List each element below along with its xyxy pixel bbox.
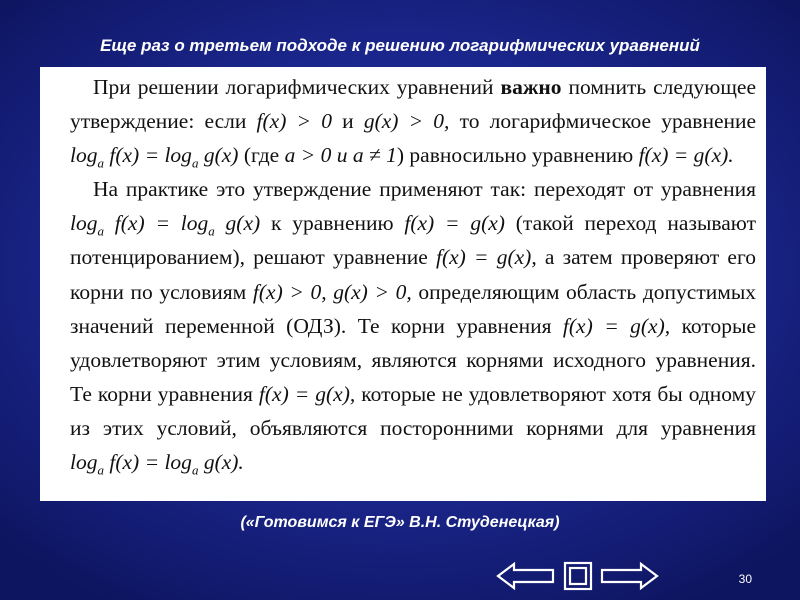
- formula-f-positive: f(x) > 0,: [252, 279, 327, 304]
- page-number: 30: [738, 572, 752, 586]
- formula-log-equation: $\log_a f(x) = \log_a g(x)$: [70, 211, 261, 239]
- text-fragment: (такой переход называют потенцированием), решают уравнение: [70, 211, 756, 270]
- text-fragment: то логарифмическое уравнение: [459, 109, 757, 134]
- formula-f-equals-g: f(x) = g(x).: [638, 143, 734, 168]
- text-fragment: к уравнению: [270, 211, 394, 236]
- scanned-text-panel: [40, 67, 766, 501]
- text-fragment: ) равносильно уравнению: [396, 143, 634, 168]
- right-arrow-icon: [599, 561, 659, 591]
- text-fragment: и: [342, 109, 354, 134]
- text-fragment: помнить следующее утверждение: если: [70, 75, 757, 134]
- text-fragment: а затем проверяют его корни по условиям: [70, 245, 757, 304]
- home-button[interactable]: [563, 561, 593, 596]
- left-arrow-icon: [496, 561, 556, 591]
- back-button[interactable]: [496, 561, 556, 596]
- formula-g-positive: g(x) > 0,: [333, 279, 412, 304]
- paragraph-2: [70, 172, 756, 479]
- formula-log-equation: $\log_a f(x) = \log_a g(x)$: [70, 143, 239, 171]
- formula-f-positive: f(x) > 0: [256, 109, 332, 134]
- forward-button[interactable]: [599, 561, 659, 596]
- source-citation: («Готовимся к ЕГЭ» В.Н. Студенецкая): [240, 514, 560, 531]
- formula-f-equals-g: f(x) = g(x): [404, 211, 505, 236]
- formula-f-equals-g: f(x) = g(x),: [562, 313, 671, 338]
- text-fragment: (где: [243, 143, 280, 168]
- formula-base-condition: a > 0 и a ≠ 1: [284, 143, 397, 168]
- text-fragment: определяющим область допустимых значений переменной (ОДЗ). Те корни уравнения: [70, 279, 757, 338]
- text-fragment: которые удовлетворяют этим условиям, являются корнями исходного уравнения. Те корни уравнения: [70, 313, 756, 406]
- formula-g-positive: g(x) > 0,: [363, 109, 450, 134]
- paragraph-1: [70, 70, 756, 172]
- formula-f-equals-g: f(x) = g(x),: [435, 245, 537, 270]
- square-frame-icon: [563, 561, 593, 591]
- formula-log-equation: $\log_a f(x) = \log_a g(x)$.: [70, 450, 244, 478]
- formula-f-equals-g: f(x) = g(x),: [258, 381, 356, 406]
- text-fragment: При решении логарифмических уравнений: [93, 75, 494, 99]
- text-fragment: На практике это утверждение применяют так: переходят от уравнения: [93, 177, 756, 202]
- slide-title: Еще раз о третьем подходе к решению логарифмических уравнений: [100, 36, 700, 55]
- text-fragment: которые не удовлетворяют хотя бы одному из этих условий, объявляются посторонними корнями для уравнения: [70, 381, 757, 440]
- bold-word: важно: [500, 75, 562, 99]
